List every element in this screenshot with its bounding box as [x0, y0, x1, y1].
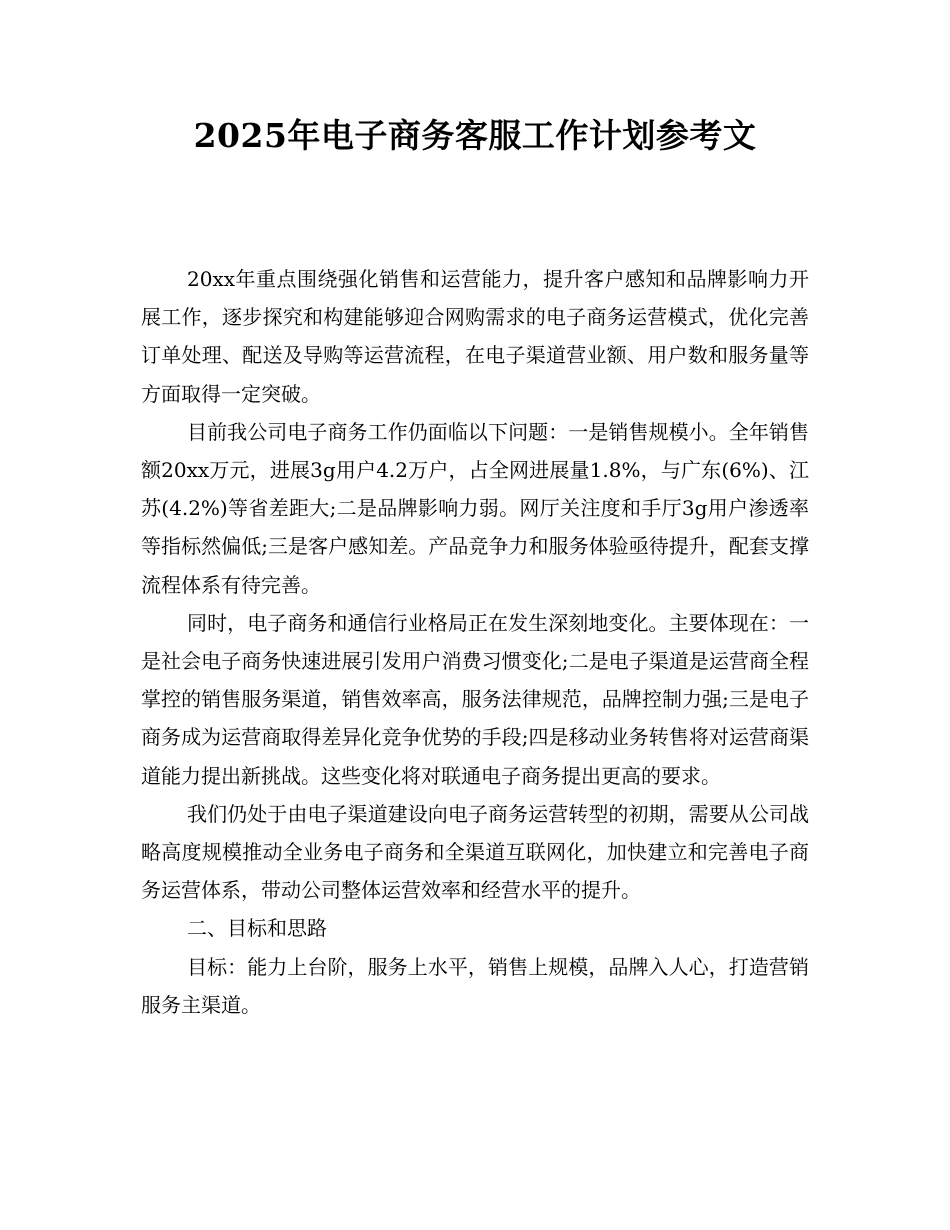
section-heading-goals: 二、目标和思路: [187, 916, 327, 941]
document-title: 2025年电子商务客服工作计划参考文: [193, 116, 757, 155]
paragraph-goal: 目标：能力上台阶，服务上水平，销售上规模，品牌入人心，打造营销服务主渠道。: [141, 954, 809, 1017]
paragraph-intro: 20xx年重点围绕强化销售和运营能力，提升客户感知和品牌影响力开展工作，逐步探究和构建能够迎合网购需求的电子商务运营模式，优化完善订单处理、配送及导购等运营流程，在电子渠道营业额、用户数和服务量等方面取得一定突破。: [141, 267, 809, 406]
document-body: [141, 260, 809, 1024]
paragraph-industry-changes: 同时，电子商务和通信行业格局正在发生深刻地变化。主要体现在：一是社会电子商务快速进展引发用户消费习惯变化;二是电子渠道是运营商全程掌控的销售服务渠道，销售效率高，服务法律规范，品牌控制力强;三是电子商务成为运营商取得差异化竞争优势的手段;四是移动业务转售将对运营商渠道能力提出新挑战。这些变化将对联通电子商务提出更高的要求。: [141, 610, 809, 788]
paragraph-problems: 目前我公司电子商务工作仍面临以下问题：一是销售规模小。全年销售额20xx万元，进展3g用户4.2万户，占全网进展量1.8%，与广东(6%)、江苏(4.2%)等省差距大;二是品牌影响力弱。网厅关注度和手厅3g用户渗透率等指标然偏低;三是客户感知差。产品竞争力和服务体验亟待提升，配套支撑流程体系有待完善。: [141, 419, 809, 597]
paragraph-transition: 我们仍处于由电子渠道建设向电子商务运营转型的初期，需要从公司战略高度规模推动全业务电子商务和全渠道互联网化，加快建立和完善电子商务运营体系，带动公司整体运营效率和经营水平的提升。: [141, 801, 809, 903]
